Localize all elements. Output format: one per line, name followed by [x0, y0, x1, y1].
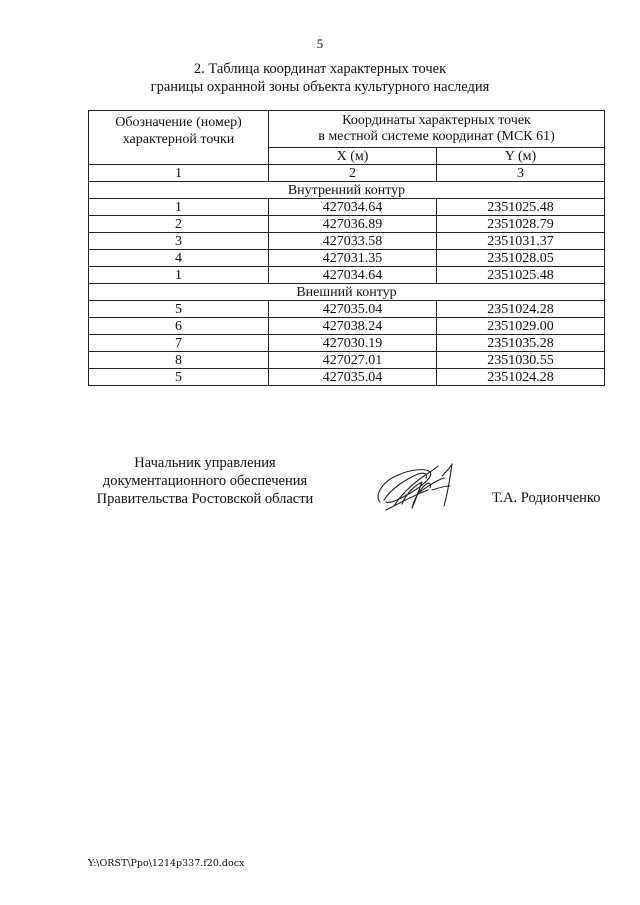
- y-cell: 2351025.48: [437, 267, 605, 284]
- header-coords-line1: Координаты характерных точек: [342, 113, 531, 128]
- table-row: [89, 199, 605, 216]
- table-title: [0, 60, 640, 96]
- column-number-row: [89, 165, 605, 182]
- y-cell: 2351024.28: [437, 301, 605, 318]
- x-cell: 427036.89: [269, 216, 437, 233]
- point-cell: 7: [89, 335, 269, 352]
- coordinates-table: [88, 110, 605, 386]
- point-cell: 1: [89, 199, 269, 216]
- y-cell: 2351035.28: [437, 335, 605, 352]
- x-cell: 427035.04: [269, 369, 437, 386]
- point-cell: 6: [89, 318, 269, 335]
- signatory-line2: документационного обеспечения: [102, 473, 308, 489]
- table-row: [89, 301, 605, 318]
- table-row: [89, 335, 605, 352]
- column-number: 2: [269, 165, 437, 182]
- point-cell: 1: [89, 267, 269, 284]
- table-row: [89, 352, 605, 369]
- x-cell: 427034.64: [269, 267, 437, 284]
- y-cell: 2351024.28: [437, 369, 605, 386]
- header-row: [89, 111, 605, 148]
- signatory-line3: Правительства Ростовской области: [96, 491, 314, 507]
- header-coords-line2: в местной системе координат (МСК 61): [318, 129, 555, 144]
- handwritten-signature: [372, 456, 484, 526]
- x-cell: 427035.04: [269, 301, 437, 318]
- x-cell: 427030.19: [269, 335, 437, 352]
- y-cell: 2351028.05: [437, 250, 605, 267]
- table-row: [89, 250, 605, 267]
- table-title-line2: границы охранной зоны объекта культурного наследия: [150, 79, 490, 95]
- point-cell: 5: [89, 369, 269, 386]
- point-cell: 3: [89, 233, 269, 250]
- table-row: [89, 267, 605, 284]
- section-row-inner: [89, 182, 605, 199]
- x-cell: 427027.01: [269, 352, 437, 369]
- header-y: Y (м): [437, 148, 605, 165]
- file-path-footer: Y:\ORST\Ppo\1214p337.f20.docx: [88, 858, 245, 869]
- point-cell: 8: [89, 352, 269, 369]
- section-row-outer: [89, 284, 605, 301]
- signatory-line1: Начальник управления: [134, 455, 276, 471]
- y-cell: 2351030.55: [437, 352, 605, 369]
- signatory-position: [80, 454, 330, 508]
- table-row: [89, 233, 605, 250]
- page-number: 5: [316, 36, 324, 51]
- point-cell: 5: [89, 301, 269, 318]
- point-cell: 2: [89, 216, 269, 233]
- header-x: X (м): [269, 148, 437, 165]
- header-coordinates: [269, 111, 605, 148]
- section-label-inner: Внутренний контур: [89, 182, 605, 199]
- table-row: [89, 369, 605, 386]
- y-cell: 2351028.79: [437, 216, 605, 233]
- header-point-line1: Обозначение (номер): [115, 115, 242, 130]
- y-cell: 2351029.00: [437, 318, 605, 335]
- x-cell: 427031.35: [269, 250, 437, 267]
- table-title-line1: 2. Таблица координат характерных точек: [193, 61, 447, 77]
- point-cell: 4: [89, 250, 269, 267]
- x-cell: 427038.24: [269, 318, 437, 335]
- header-point-line2: характерной точки: [122, 132, 235, 147]
- y-cell: 2351031.37: [437, 233, 605, 250]
- x-cell: 427033.58: [269, 233, 437, 250]
- header-point-designation: [89, 111, 269, 165]
- column-number: 1: [89, 165, 269, 182]
- section-label-outer: Внешний контур: [89, 284, 605, 301]
- signatory-name: Т.А. Родионченко: [492, 490, 601, 506]
- table-row: [89, 318, 605, 335]
- column-number: 3: [437, 165, 605, 182]
- table-row: [89, 216, 605, 233]
- y-cell: 2351025.48: [437, 199, 605, 216]
- x-cell: 427034.64: [269, 199, 437, 216]
